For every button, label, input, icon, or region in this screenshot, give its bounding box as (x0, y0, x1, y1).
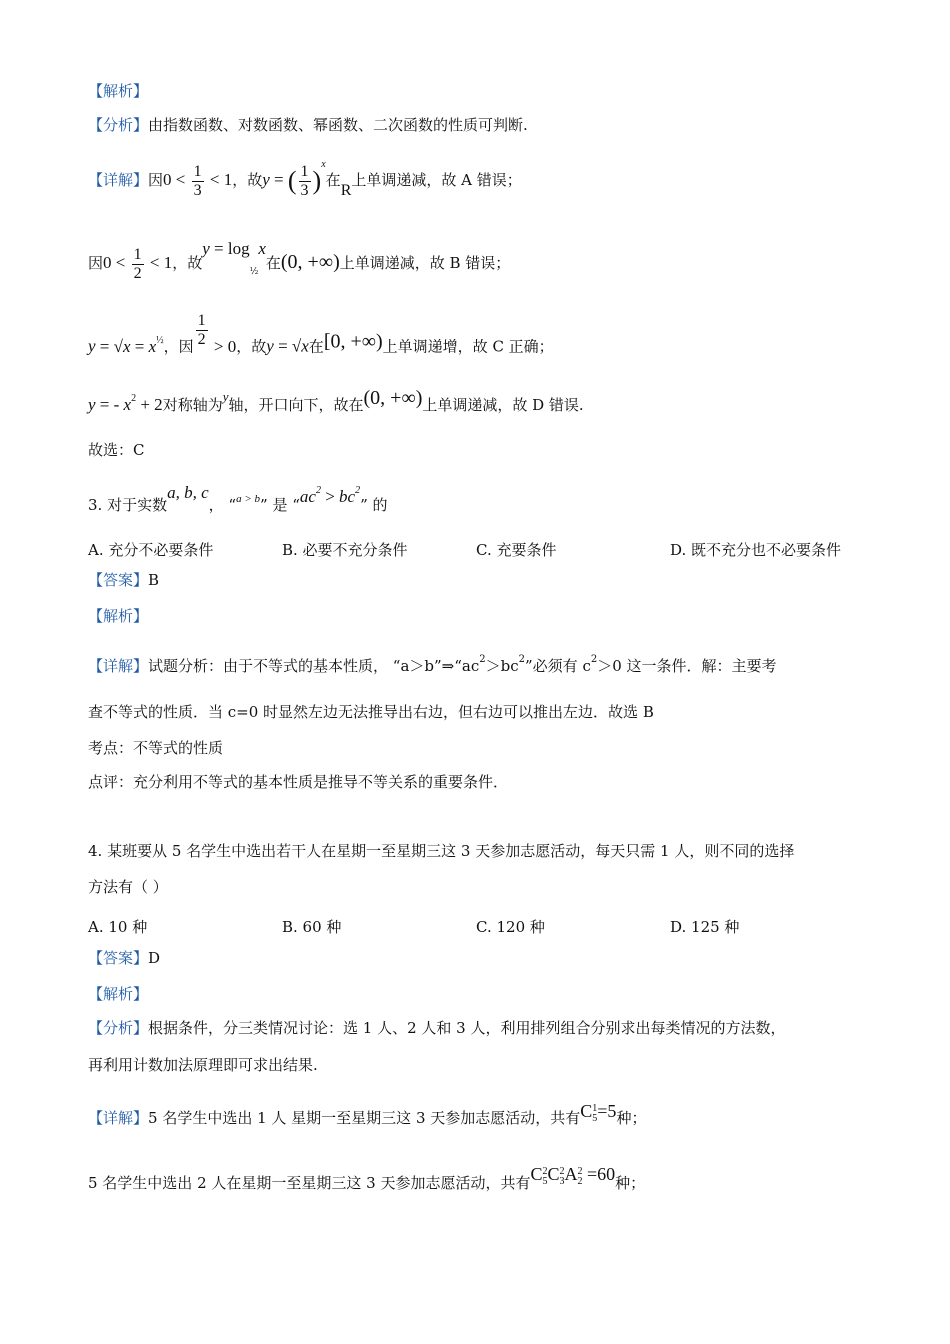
formula: C 2 5 C 2 3 A 2 2 (530, 1164, 583, 1187)
q3-option-a: A. 充分不必要条件 (88, 541, 214, 559)
text: 在 (308, 337, 324, 356)
detail-line-a: 【详解】因0 < $\frac{1}{3}$ < 1，故y = ( $\frac{1}{3}$ )$^x$在R上单调递减，故 A 错误； (88, 159, 522, 199)
daan-tag: 【答案】 (88, 571, 149, 589)
xiangjie-tag: 【详解】 (88, 1109, 149, 1127)
formula: $ac^2 > bc^2$ (299, 485, 361, 506)
text: 种； (615, 1174, 646, 1192)
q4-option-d: D. 125 种 (670, 918, 740, 936)
text: ＞bc (485, 657, 519, 675)
q3-kaodian: 考点：不等式的性质 (88, 739, 224, 757)
text: ” 是 “ (260, 496, 300, 514)
fenxi-tag: 【分析】 (88, 1019, 149, 1037)
detail-line-b: 因0 < $\frac{1}{2}$ < 1，故$y = \log_{\frac{1}{2}}x$在(0, +∞)上单调递减，故 B 错误； (88, 239, 511, 282)
fenxi-text: 由指数函数、对数函数、幂函数、二次函数的性质可判断. (148, 116, 528, 134)
daan-tag: 【答案】 (88, 949, 149, 967)
q4-stem-line2: 方法有（ ） (88, 878, 168, 896)
text: 3. 对于实数 (88, 496, 168, 514)
text: 因 (88, 254, 104, 272)
formula: a, b, c (167, 483, 209, 502)
text: 对称轴为 (162, 396, 223, 414)
text: 上单调递增，故 C 正确； (382, 337, 554, 356)
text: 5 名学生中选出 2 人在星期一至星期三这 3 天参加志愿活动，共有 (88, 1174, 531, 1192)
detail-line-d: y = - $x^2 + 2$对称轴为y轴，开口向下，故在(0, +∞)上单调递减，故 D 错误. (88, 387, 584, 414)
text: ”必须有 c (525, 657, 591, 675)
text: ，故 (236, 337, 267, 356)
fenxi-tag: 【分析】 (88, 116, 149, 134)
formula: 0 < $\frac{1}{3}$ < 1 (163, 163, 233, 199)
q4-option-c: C. 120 种 (476, 918, 545, 936)
formula: y (88, 395, 96, 414)
q3-answer (88, 573, 159, 588)
text: 在 (265, 254, 281, 272)
q4-fenxi-line2: 再利用计数加法原理即可求出结果. (88, 1056, 318, 1074)
formula: [0, +∞) (323, 330, 383, 353)
formula: y (266, 336, 274, 356)
text: ＞0 这一条件．解：主要考 (597, 657, 777, 675)
text: ，故 (172, 254, 203, 272)
answer-value: B (148, 571, 160, 589)
answer-value: D (148, 949, 161, 967)
text: 试题分析：由于不等式的基本性质， “a＞b”⇒“ac (148, 657, 480, 675)
question-3-stem (88, 484, 388, 513)
text: 上单调递减，故 D 错误. (422, 396, 584, 414)
formula: a > b (236, 493, 261, 505)
text: 种； (616, 1109, 647, 1127)
formula: (0, +∞) (363, 387, 423, 409)
text: 5 名学生中选出 1 人 星期一至星期三这 3 天参加志愿活动，共有 (148, 1109, 581, 1127)
text: 上单调递减，故 A 错误； (351, 171, 522, 189)
q3-option-c: C. 充要条件 (476, 541, 557, 559)
xiangjie-tag: 【详解】 (88, 657, 149, 675)
text: 因 (148, 171, 164, 189)
formula: (0, +∞) (280, 251, 340, 273)
formula: 0 < $\frac{1}{2}$ < 1 (103, 246, 173, 282)
q4-answer (88, 951, 160, 966)
text: 上单调递减，故 B 错误； (339, 254, 511, 272)
xiangjie-tag: 【详解】 (88, 171, 149, 189)
text: ， “ (208, 496, 237, 514)
text: 根据条件，分三类情况讨论：选 1 人、2 人和 3 人，利用排列组合分别求出每类情况的方法数， (148, 1019, 786, 1037)
q3-jiexi-tag: 【解析】 (88, 607, 149, 625)
q4-fenxi-line1 (88, 1021, 786, 1036)
formula: R (340, 182, 352, 199)
formula: y (88, 336, 96, 356)
q4-option-b: B. 60 种 (282, 918, 342, 936)
choice-line: 故选：C (88, 441, 145, 459)
formula: y (222, 389, 229, 404)
q4-option-a: A. 10 种 (88, 918, 148, 936)
analysis-tag: 【解析】 (88, 82, 149, 100)
text: 在 (325, 171, 341, 189)
q3-dianping: 点评：充分利用不等式的基本性质是推导不等关系的重要条件． (88, 773, 509, 791)
q4-detail-line2 (88, 1165, 645, 1191)
q3-detail-line2: 查不等式的性质．当 c=0 时显然左边无法推导出右边，但右边可以推出左边．故选 B (88, 703, 654, 721)
q4-stem-line1: 4. 某班要从 5 名学生中选出若干人在星期一至星期三这 3 天参加志愿活动，每天只需 1 人，则不同的选择 (88, 842, 795, 860)
formula: C 1 5 (580, 1101, 598, 1124)
text: ，故 (232, 171, 263, 189)
analysis-line (88, 118, 528, 133)
q3-option-b: B. 必要不充分条件 (282, 541, 408, 559)
q3-detail-line1: 【详解】试题分析：由于不等式的基本性质， “$a>b”\Rightarrow“ac^2>bc^2$”必须有 $c^2>0$ 这一条件．解：主要考 (88, 654, 777, 675)
text: 轴，开口向下，故在 (228, 396, 364, 414)
text: ，因 (163, 337, 194, 356)
formula: y (262, 170, 270, 189)
formula-value: =60 (587, 1164, 616, 1184)
detail-line-c: $y = √x = x^{\frac{1}{2}}$，因 $\frac{1}{2}$ > 0，故y = √x在[0, +∞)上单调递增，故 C 正确； (88, 312, 554, 356)
q4-jiexi-tag: 【解析】 (88, 985, 149, 1003)
formula-value: =5 (597, 1101, 617, 1121)
formula: $\frac{1}{2}$ > 0 (197, 312, 237, 356)
q4-detail-line1 (88, 1102, 646, 1126)
text: ” 的 (360, 496, 388, 514)
q3-option-d: D. 既不充分也不必要条件 (670, 541, 842, 559)
formula: y (202, 239, 210, 258)
